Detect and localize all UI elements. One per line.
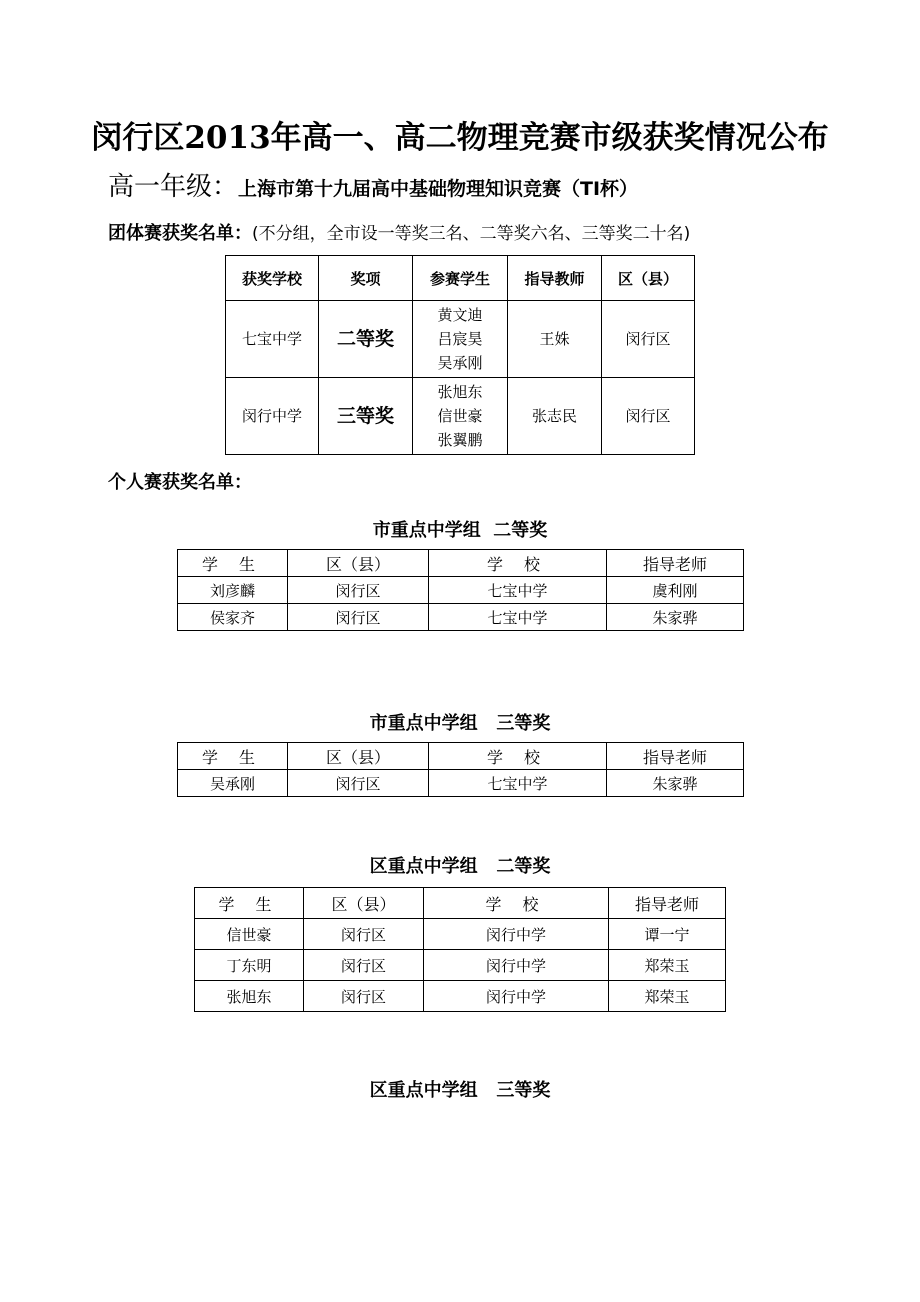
cell-student: 吴承刚 [178,770,288,797]
header-student: 学 生 [178,550,288,577]
table-row [195,919,726,950]
contest-name: 上海市第十九届高中基础物理知识竞赛（TI杯） [238,178,639,200]
section-title: 市重点中学组 二等奖 [372,520,548,541]
table-row [226,378,695,455]
student-name: 张翼鹏 [437,431,483,449]
cell-teacher: 虞利刚 [607,577,744,604]
cell-teacher: 谭一宁 [609,919,726,950]
team-prize: 三等奖 [319,378,413,455]
cell-teacher: 朱家骅 [607,770,744,797]
team-teacher: 王姝 [508,301,602,378]
table-row [226,301,695,378]
table-row [178,604,744,631]
award-table-district-second [194,887,726,1012]
team-students [413,378,508,455]
cell-district: 闵行区 [304,981,424,1012]
student-name: 吴承刚 [437,354,483,372]
cell-district: 闵行区 [304,919,424,950]
cell-school: 七宝中学 [429,770,607,797]
grade-line [108,166,638,203]
header-teacher: 指导老师 [607,743,744,770]
team-heading: 团体赛获奖名单： [108,223,252,244]
cell-student: 信世豪 [195,919,304,950]
cell-district: 闵行区 [288,577,429,604]
cell-school: 七宝中学 [429,577,607,604]
team-district: 闵行区 [602,301,695,378]
section-title: 区重点中学组 三等奖 [369,1080,551,1101]
team-header-district: 区（县） [602,256,695,301]
cell-student: 刘彦麟 [178,577,288,604]
header-student: 学 生 [195,888,304,919]
header-district: 区（县） [288,743,429,770]
cell-student: 侯家齐 [178,604,288,631]
cell-teacher: 郑荣玉 [609,981,726,1012]
header-school: 学 校 [424,888,609,919]
team-note: (不分组，全市设一等奖三名、二等奖六名、三等奖二十名) [252,224,691,244]
cell-district: 闵行区 [304,950,424,981]
team-header-prize: 奖项 [319,256,413,301]
award-table-city-third [177,742,744,797]
team-header-school: 获奖学校 [226,256,319,301]
cell-student: 丁东明 [195,950,304,981]
header-teacher: 指导老师 [607,550,744,577]
cell-teacher: 郑荣玉 [609,950,726,981]
cell-student: 张旭东 [195,981,304,1012]
header-school: 学 校 [429,550,607,577]
section-title: 市重点中学组 三等奖 [369,713,551,734]
header-student: 学 生 [178,743,288,770]
section-title: 区重点中学组 二等奖 [369,856,551,877]
header-district: 区（县） [304,888,424,919]
team-school: 七宝中学 [226,301,319,378]
cell-school: 闵行中学 [424,981,609,1012]
award-table-city-second [177,549,744,631]
table-row [178,577,744,604]
team-school: 闵行中学 [226,378,319,455]
team-award-table [225,255,695,455]
table-row [195,981,726,1012]
cell-teacher: 朱家骅 [607,604,744,631]
team-district: 闵行区 [602,378,695,455]
student-name: 张旭东 [437,383,483,401]
team-header-teacher: 指导教师 [508,256,602,301]
cell-school: 七宝中学 [429,604,607,631]
header-teacher: 指导老师 [609,888,726,919]
header-school: 学 校 [429,743,607,770]
cell-district: 闵行区 [288,770,429,797]
team-prize: 二等奖 [319,301,413,378]
team-students [413,301,508,378]
team-teacher: 张志民 [508,378,602,455]
individual-heading: 个人赛获奖名单： [108,472,252,493]
table-row [195,950,726,981]
table-row [178,770,744,797]
cell-school: 闵行中学 [424,919,609,950]
team-header-students: 参赛学生 [413,256,508,301]
team-heading-line [108,219,690,245]
student-name: 信世豪 [437,407,483,425]
cell-district: 闵行区 [288,604,429,631]
page-title: 闵行区2013年高一、高二物理竞赛市级获奖情况公布 [91,120,829,156]
student-name: 吕宸昊 [437,330,483,348]
grade-label: 高一年级： [108,172,239,202]
student-name: 黄文迪 [437,306,483,324]
header-district: 区（县） [288,550,429,577]
cell-school: 闵行中学 [424,950,609,981]
